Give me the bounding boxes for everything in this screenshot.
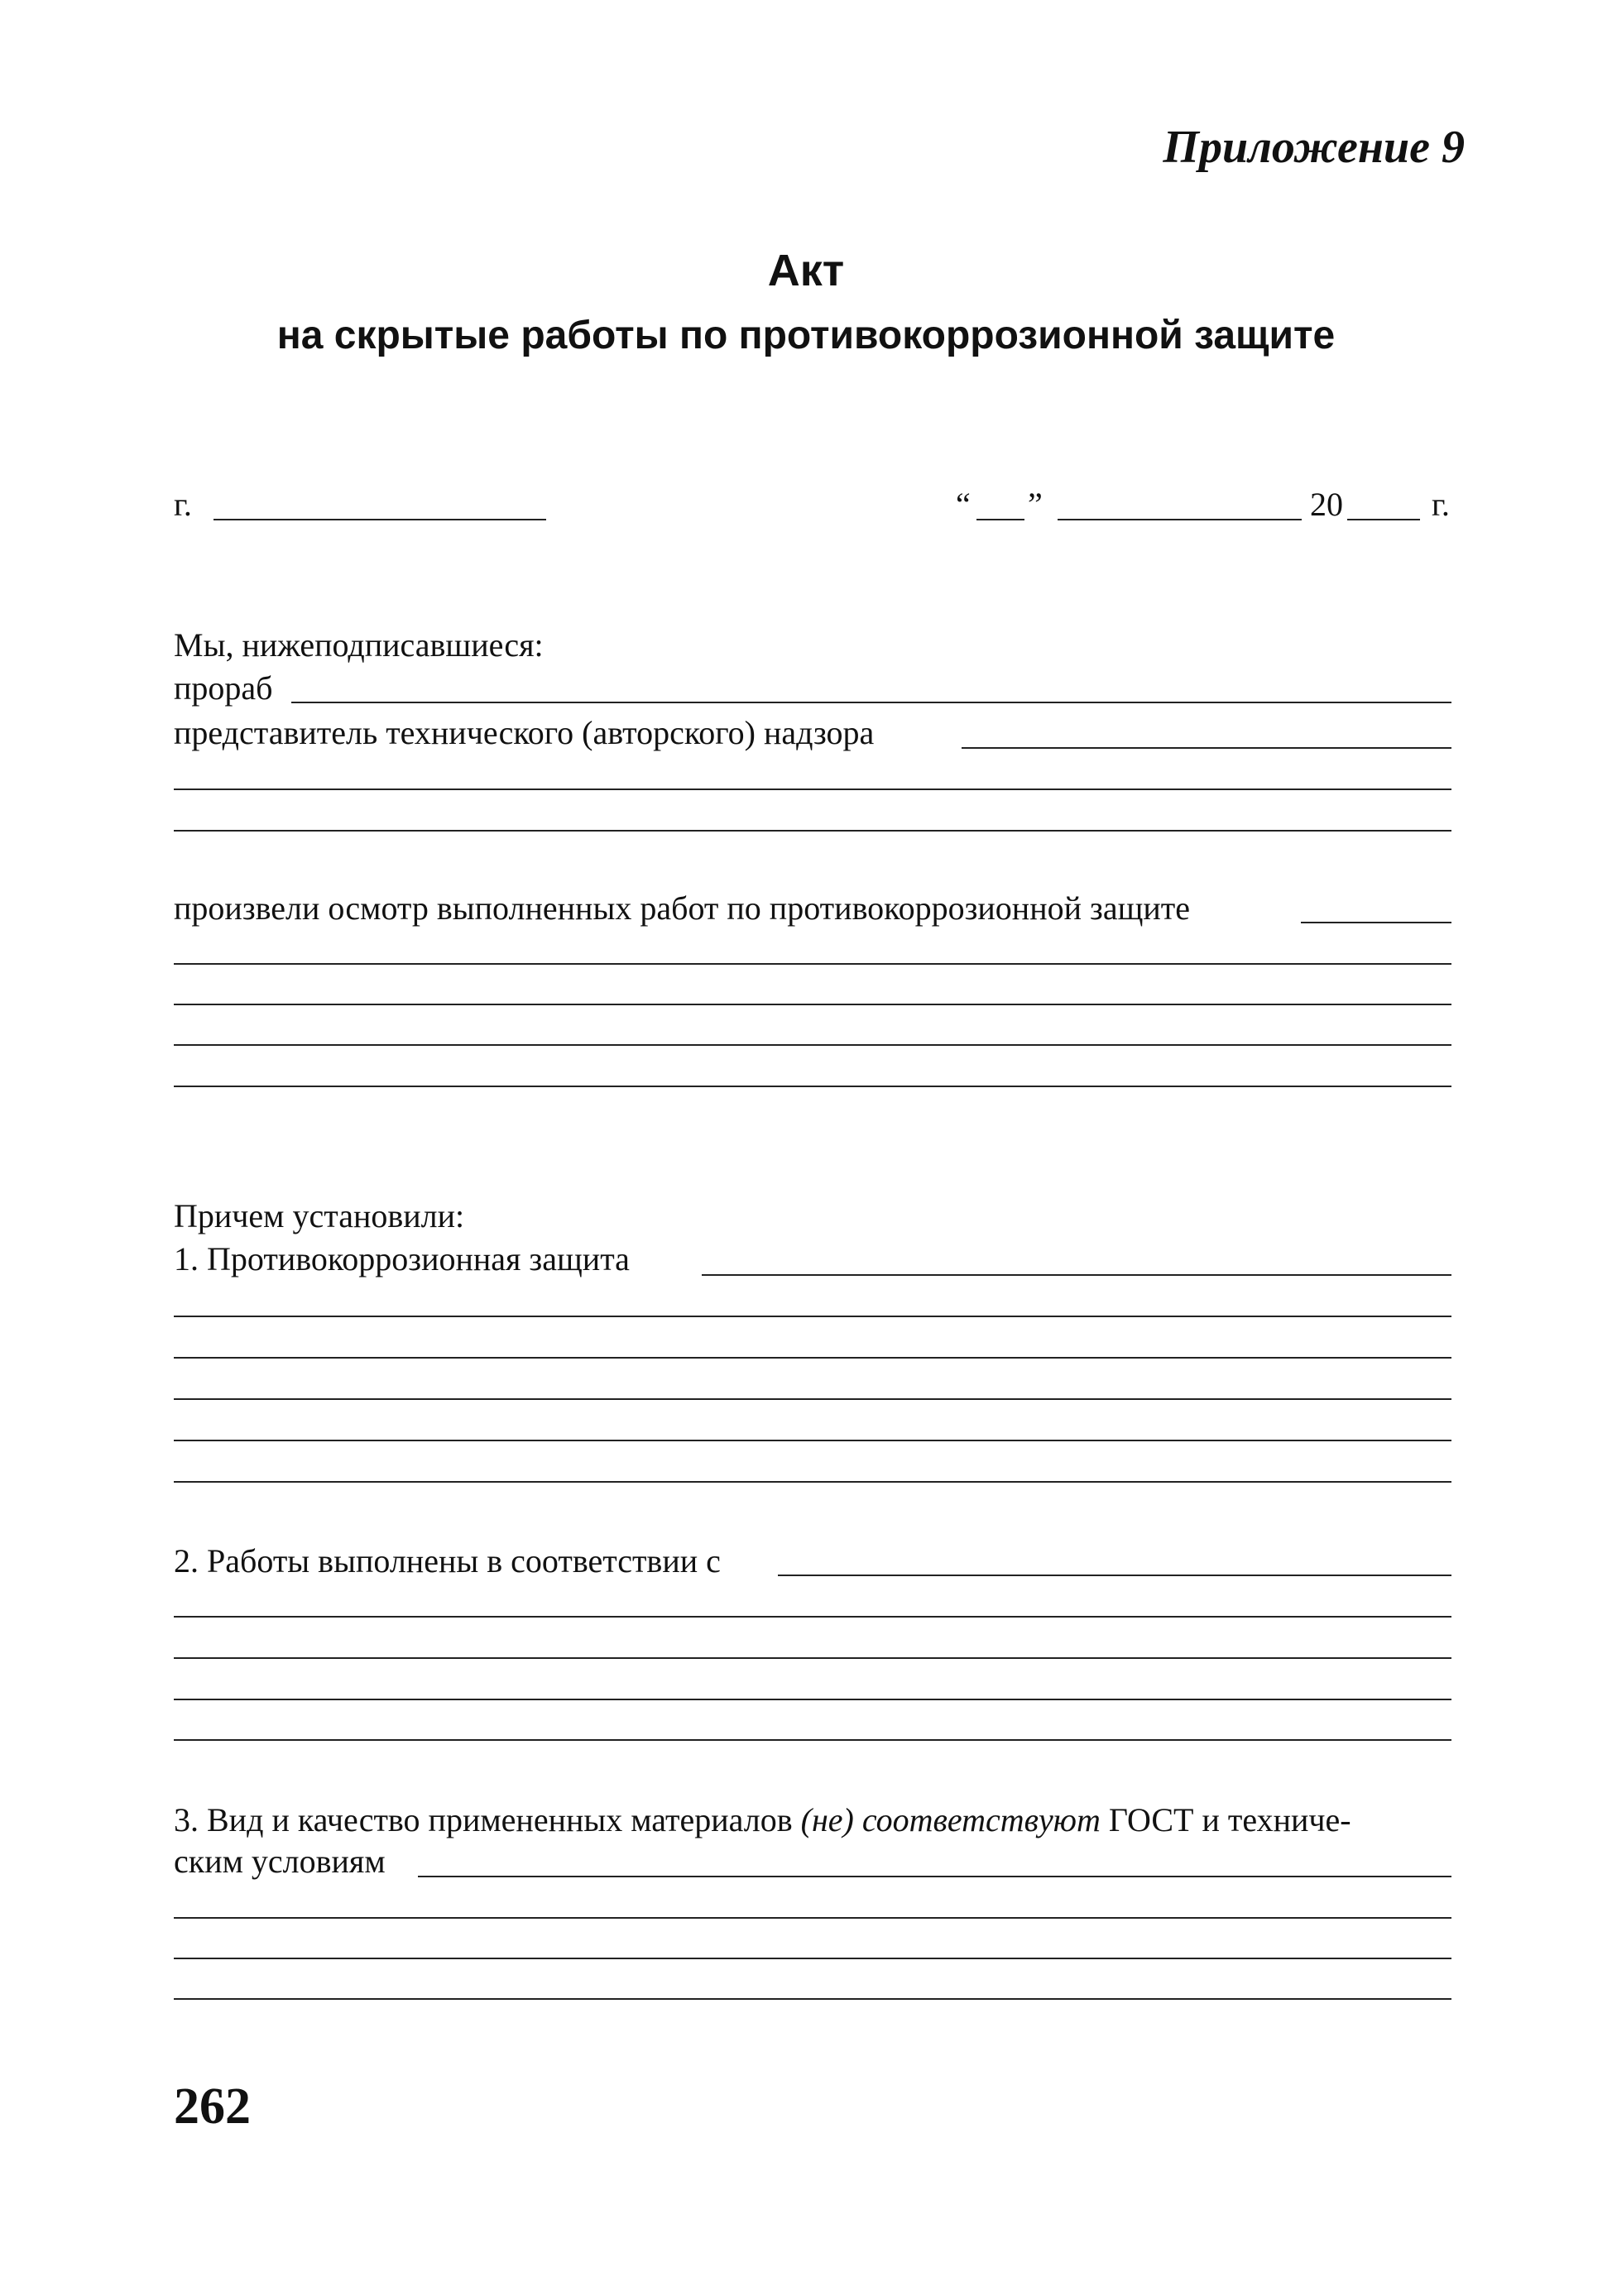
- finding-3-field-line[interactable]: [174, 1917, 1451, 1919]
- city-field[interactable]: [213, 519, 546, 520]
- finding-2-field-line[interactable]: [174, 1699, 1451, 1700]
- year-field[interactable]: [1347, 519, 1420, 520]
- inspection-field[interactable]: [1301, 922, 1451, 923]
- day-quote-open: “: [956, 486, 971, 523]
- foreman-field[interactable]: [291, 702, 1451, 703]
- finding-1-field-line[interactable]: [174, 1316, 1451, 1317]
- appendix-label: Приложение 9: [1163, 122, 1465, 173]
- finding-3-text-end: ГОСТ и техниче-: [1100, 1801, 1351, 1838]
- inspection-field-line[interactable]: [174, 1086, 1451, 1087]
- inspection-field-line[interactable]: [174, 963, 1451, 965]
- finding-1-field-line[interactable]: [174, 1440, 1451, 1441]
- supervisor-field[interactable]: [962, 747, 1451, 749]
- year-prefix: 20: [1310, 486, 1343, 523]
- findings-intro: Причем установили:: [174, 1197, 465, 1234]
- document-subtitle: на скрытые работы по противокоррозионной защите: [276, 314, 1336, 357]
- finding-2-field-line[interactable]: [174, 1616, 1451, 1618]
- day-quote-close: ”: [1028, 486, 1043, 523]
- inspection-field-line[interactable]: [174, 1044, 1451, 1046]
- finding-1-field-line[interactable]: [174, 1357, 1451, 1359]
- finding-2-field-line[interactable]: [174, 1739, 1451, 1741]
- finding-3-field[interactable]: [418, 1876, 1451, 1877]
- document-title: Акт: [767, 246, 845, 295]
- finding-1-field-line[interactable]: [174, 1398, 1451, 1400]
- finding-3-italic: (не) соответствуют: [800, 1801, 1101, 1838]
- supervisor-field-line[interactable]: [174, 789, 1451, 790]
- finding-3-field-line[interactable]: [174, 1998, 1451, 2000]
- supervisor-label: представитель технического (авторского) надзора: [174, 714, 875, 751]
- supervisor-field-line[interactable]: [174, 830, 1451, 832]
- year-suffix: г.: [1432, 486, 1450, 523]
- finding-2-field[interactable]: [778, 1575, 1451, 1576]
- finding-1-field-line[interactable]: [174, 1481, 1451, 1483]
- foreman-label: прораб: [174, 669, 273, 707]
- month-field[interactable]: [1058, 519, 1302, 520]
- finding-3-label-cont: ским условиям: [174, 1843, 386, 1880]
- inspection-text: произвели осмотр выполненных работ по противокоррозионной защите: [174, 889, 1191, 927]
- finding-3-text: 3. Вид и качество примененных материалов: [174, 1801, 801, 1838]
- finding-3-label: [174, 1801, 1351, 1838]
- inspection-field-line[interactable]: [174, 1004, 1451, 1005]
- finding-2-field-line[interactable]: [174, 1657, 1451, 1659]
- finding-2-label: 2. Работы выполнены в соответствии с: [174, 1542, 721, 1579]
- finding-1-label: 1. Противокоррозионная защита: [174, 1240, 630, 1277]
- finding-1-field[interactable]: [702, 1274, 1451, 1276]
- page-number: 262: [174, 2078, 251, 2135]
- finding-3-field-line[interactable]: [174, 1958, 1451, 1959]
- city-prefix: г.: [174, 486, 192, 523]
- participants-intro: Мы, нижеподписавшиеся:: [174, 626, 544, 664]
- day-field[interactable]: [976, 519, 1024, 520]
